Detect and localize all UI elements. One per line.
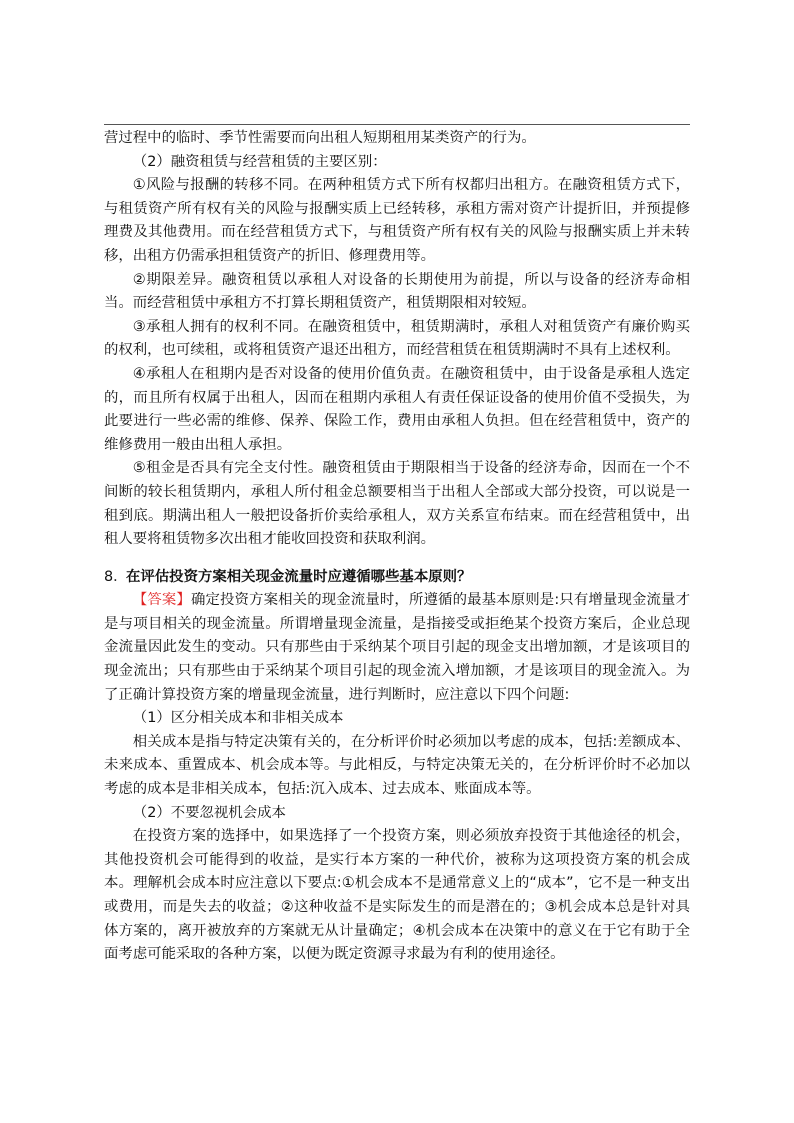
header-rule xyxy=(104,124,690,125)
question-8 xyxy=(104,566,690,590)
answer-tag: 【答案】 xyxy=(132,592,191,609)
paragraph-lessee-rights: ③承租人拥有的权利不同。在融资租赁中，租赁期满时，承租人对租赁资产有廉价购买的权利，也可续租，或将租赁资产退还出租方，而经营租赁在租赁期满时不具有上述权利。 xyxy=(104,318,690,359)
answer-text: 确定投资方案相关的现金流量时，所遵循的最基本原则是:只有增量现金流量才是与项目相关的现金流量。所谓增量现金流量，是指接受或拒绝某个投资方案后，企业总现金流量因此发生的变动。只有那些由于采纳某个项目引起的现金支出增加额，才是该项目的现金流出；只有那些由于采纳某个项目引起的现金流入增加额，才是该项目的现金流入。为了正确计算投资方案的增量现金流量，进行判断时，应注意以下四个问题: xyxy=(104,592,690,703)
section-body-opportunity-cost: 在投资方案的选择中，如果选择了一个投资方案，则必须放弃投资于其他途径的机会，其他投资机会可能得到的收益，是实行本方案的一种代价，被称为这项投资方案的机会成本。理解机会成本时应注意以下要点:①机会成本不是通常意义上的“成本”，它不是一种支出或费用，而是失去的收益；②这种收益不是实际发生的而是潜在的；③机会成本总是针对具体方案的，离开被放弃的方案就无从计量确定；④机会成本在决策中的意义在于它有助于全面考虑可能采取的各种方案，以便为既定资源寻求最为有利的使用途径。 xyxy=(104,828,690,963)
document-body xyxy=(104,127,690,967)
paragraph-risk-reward: ①风险与报酬的转移不同。在两种租赁方式下所有权都归出租方。在融资租赁方式下，与租赁资产所有权有关的风险与报酬实质上已经转移，承租方需对资产计提折旧，并预提修理费及其他费用。而在经营租赁方式下，与租赁资产所有权有关的风险与报酬实质上并未转移，出租方仍需承担租赁资产的折旧、修理费用等。 xyxy=(104,177,690,264)
paragraph-term-difference: ②期限差异。融资租赁以承租人对设备的长期使用为前提，所以与设备的经济寿命相当。而经营租赁中承租方不打算长期租赁资产，租赁期限相对较短。 xyxy=(104,271,690,312)
question-number: 8． xyxy=(104,568,128,585)
paragraph-continuation: 营过程中的临时、季节性需要而向出租人短期租用某类资产的行为。 xyxy=(104,130,536,146)
paragraph-use-value: ④承租人在租期内是否对设备的使用价值负责。在融资租赁中，由于设备是承租人选定的，而且所有权属于出租人，因而在租期内承租人有责任保证设备的使用价值不受损失，为此要进行一些必需的维修、保养、保险工作，费用由承租人负担。但在经营租赁中，资产的维修费用一般由出租人承担。 xyxy=(104,365,690,453)
question-text: 在评估投资方案相关现金流量时应遵循哪些基本原则？ xyxy=(126,568,472,585)
paragraph-full-payout: ⑤租金是否具有完全支付性。融资租赁由于期限相当于设备的经济寿命，因而在一个不间断的较长租赁期内，承租人所付租金总额要相当于出租人全部或大部分投资，可以说是一租到底。期满出租人一般把设备折价卖给承租人，双方关系宣布结束。而在经营租赁中，出租人要将租赁物多次出租才能收回投资和获取利润。 xyxy=(104,460,690,548)
section-heading-relevant-cost: （1）区分相关成本和非相关成本 xyxy=(132,710,344,727)
section-heading-opportunity-cost: （2）不要忽视机会成本 xyxy=(132,804,286,821)
answer-paragraph xyxy=(104,589,690,707)
subheading-lease-differences: （2）融资租赁与经营租赁的主要区别： xyxy=(132,153,387,170)
section-body-relevant-cost: 相关成本是指与特定决策有关的，在分析评价时必须加以考虑的成本，包括:差额成本、未来成本、重置成本、机会成本等。与此相反，与特定决策无关的，在分析评价时不必加以考虑的成本是非相关成本，包括:沉入成本、过去成本、账面成本等。 xyxy=(104,733,690,798)
